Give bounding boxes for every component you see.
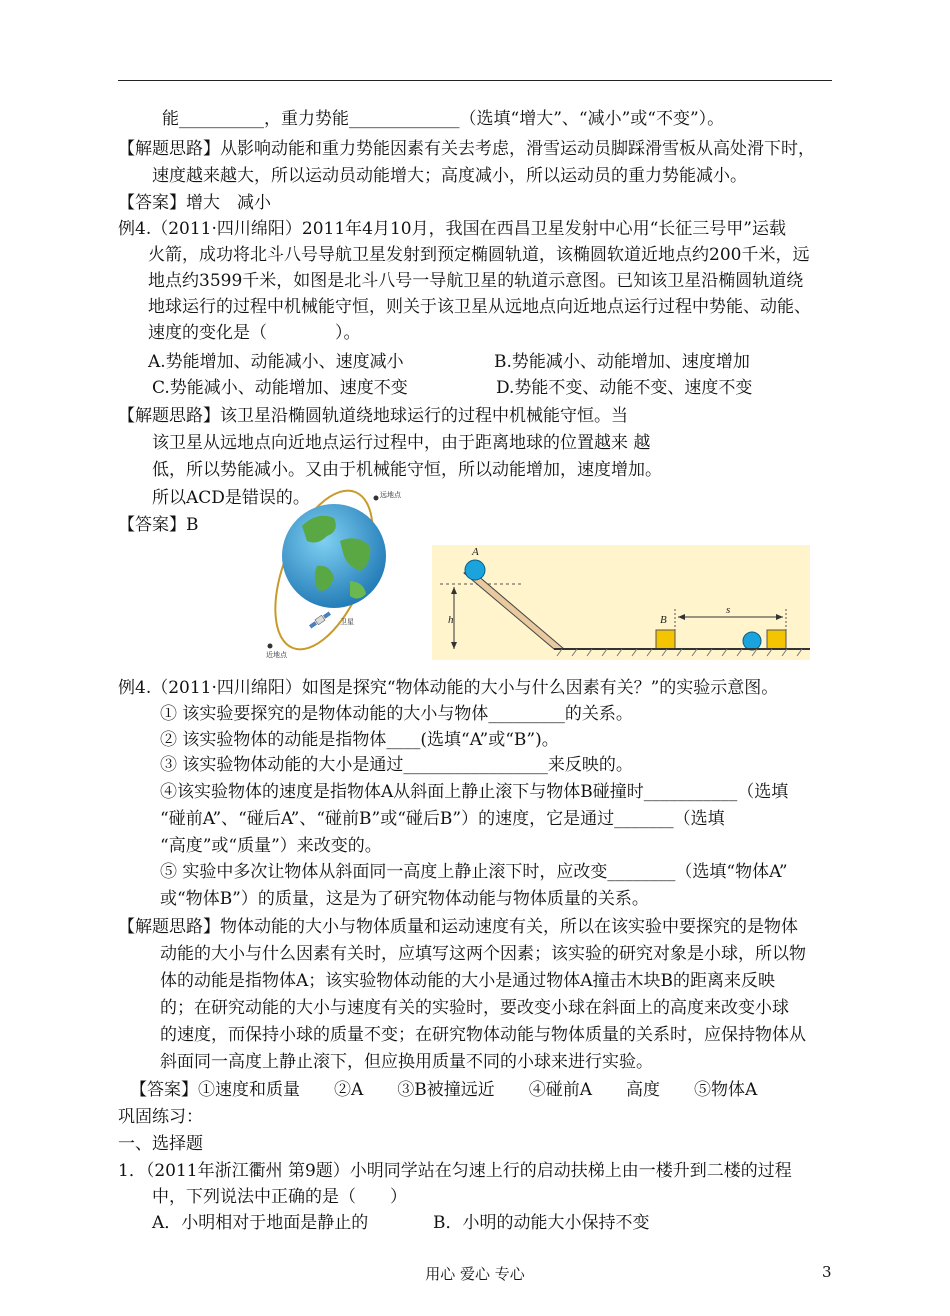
text-line: 地球运行的过程中机械能守恒，则关于该卫星从远地点向近地点运行过程中势能、动能、	[148, 297, 811, 317]
block-b	[656, 630, 675, 649]
satellite-label: 卫星	[340, 619, 354, 626]
far-point-label: 远地点	[380, 492, 401, 499]
text-line: 例4.（2011·四川绵阳）如图是探究“物体动能的大小与什么因素有关？”的实验示意图。	[118, 678, 779, 698]
block-b-label: B	[660, 614, 667, 626]
kinetic-energy-experiment-figure	[432, 545, 810, 660]
option-a: A.势能增加、动能减小、速度减小	[148, 352, 404, 372]
question-line: ② 该实验物体的动能是指物体____(选填“A”或“B”)。	[160, 730, 559, 750]
satellite-icon	[308, 611, 331, 630]
text-line: 【解题思路】从影响动能和重力势能因素有关去考虑，滑雪运动员脚踩滑雪板从高处滑下时，	[118, 139, 815, 159]
text-line: 的；在研究动能的大小与速度有关的实验时，要改变小球在斜面上的高度来改变小球	[160, 998, 789, 1018]
question-line: 中，下列说法中正确的是（ ）	[152, 1187, 407, 1207]
option-c: C.势能减小、动能增加、速度不变	[152, 378, 408, 398]
question-line: “碰前A”、“碰后A”、“碰前B”或“碰后B”）的速度，它是通过_______（选填	[160, 809, 725, 829]
footer-motto: 用心 爱心 专心	[425, 1265, 525, 1283]
text-line: 斜面同一高度上静止滚下，但应换用质量不同的小球来进行实验。	[160, 1052, 653, 1072]
text-line: 速度越来越大，所以运动员动能增大；高度减小，所以运动员的重力势能减小。	[152, 166, 747, 186]
question-line: 或“物体B”）的质量，这是为了研究物体动能与物体质量的关系。	[160, 889, 649, 909]
text-line: 体的动能是指物体A；该实验物体动能的大小是通过物体A撞击木块B的距离来反映	[160, 971, 776, 991]
question-line: 1．（2011年浙江衢州 第9题）小明同学站在匀速上行的启动扶梯上由一楼升到二楼的过程	[118, 1161, 792, 1181]
text-line: 例4.（2011·四川绵阳）2011年4月10月，我国在西昌卫星发射中心用“长征三号甲”运载	[118, 219, 786, 239]
answer-line: 【答案】增大 减小	[118, 193, 271, 213]
near-point-label: 近地点	[266, 652, 287, 659]
ball-a	[465, 560, 485, 580]
text-line: 地点约3599千米，如图是北斗八号一导航卫星的轨道示意图。已知该卫星沿椭圆轨道绕	[148, 271, 804, 291]
section-heading: 一、选择题	[118, 1134, 203, 1154]
option-b: B.势能减小、动能增加、速度增加	[494, 352, 750, 372]
text-line: 低，所以势能减小。又由于机械能守恒，所以动能增加，速度增加。	[152, 460, 662, 480]
question-line: “高度”或“质量”）来改变的。	[160, 836, 382, 856]
option-a: A．小明相对于地面是静止的	[152, 1213, 369, 1233]
header-rule	[118, 80, 832, 81]
question-line: ④该实验物体的速度是指物体A从斜面上静止滚下与物体B碰撞时___________（选填	[160, 782, 789, 802]
text-line: 【解题思路】该卫星沿椭圆轨道绕地球运行的过程中机械能守恒。当	[118, 406, 628, 426]
text-line: 动能的大小与什么因素有关时，应填写这两个因素；该实验的研究对象是小球，所以物	[160, 944, 806, 964]
question-line: ① 该实验要探究的是物体动能的大小与物体_________的关系。	[160, 704, 633, 724]
text-line: 的速度，而保持小球的质量不变；在研究物体动能与物体质量的关系时，应保持物体从	[160, 1025, 806, 1045]
text-line: 速度的变化是（ ）。	[148, 323, 361, 343]
page-number: 3	[822, 1263, 832, 1281]
text-line: 火箭，成功将北斗八号导航卫星发射到预定椭圆轨道，该椭圆软道近地点约200千米，远	[148, 245, 810, 265]
distance-label: s	[726, 604, 731, 616]
question-line: ⑤ 实验中多次让物体从斜面同一高度上静止滚下时，应改变________（选填“物体A”	[160, 862, 788, 882]
section-label: 巩固练习：	[118, 1107, 203, 1127]
option-d: D.势能不变、动能不变、速度不变	[496, 378, 753, 398]
option-b: B．小明的动能大小保持不变	[433, 1213, 650, 1233]
answer-line: 【答案】B	[118, 515, 199, 535]
question-line: ③ 该实验物体动能的大小是通过_________________来反映的。	[160, 755, 633, 775]
text-line: 【解题思路】物体动能的大小与物体质量和运动速度有关，所以在该实验中要探究的是物体	[118, 917, 798, 937]
height-label: h	[448, 614, 454, 626]
text-line: 该卫星从远地点向近地点运行过程中，由于距离地球的位置越来 越	[152, 433, 651, 453]
text-line: 所以ACD是错误的。	[152, 488, 310, 508]
satellite-orbit-figure	[262, 486, 401, 659]
text-line: 能__________，重力势能_____________（选填“增大”、“减小”或“不变”）。	[162, 109, 725, 129]
answer-line: 【答案】①速度和质量 ②A ③B被撞远近 ④碰前A 高度 ⑤物体A	[130, 1080, 758, 1100]
ball-a-label: A	[472, 546, 479, 558]
